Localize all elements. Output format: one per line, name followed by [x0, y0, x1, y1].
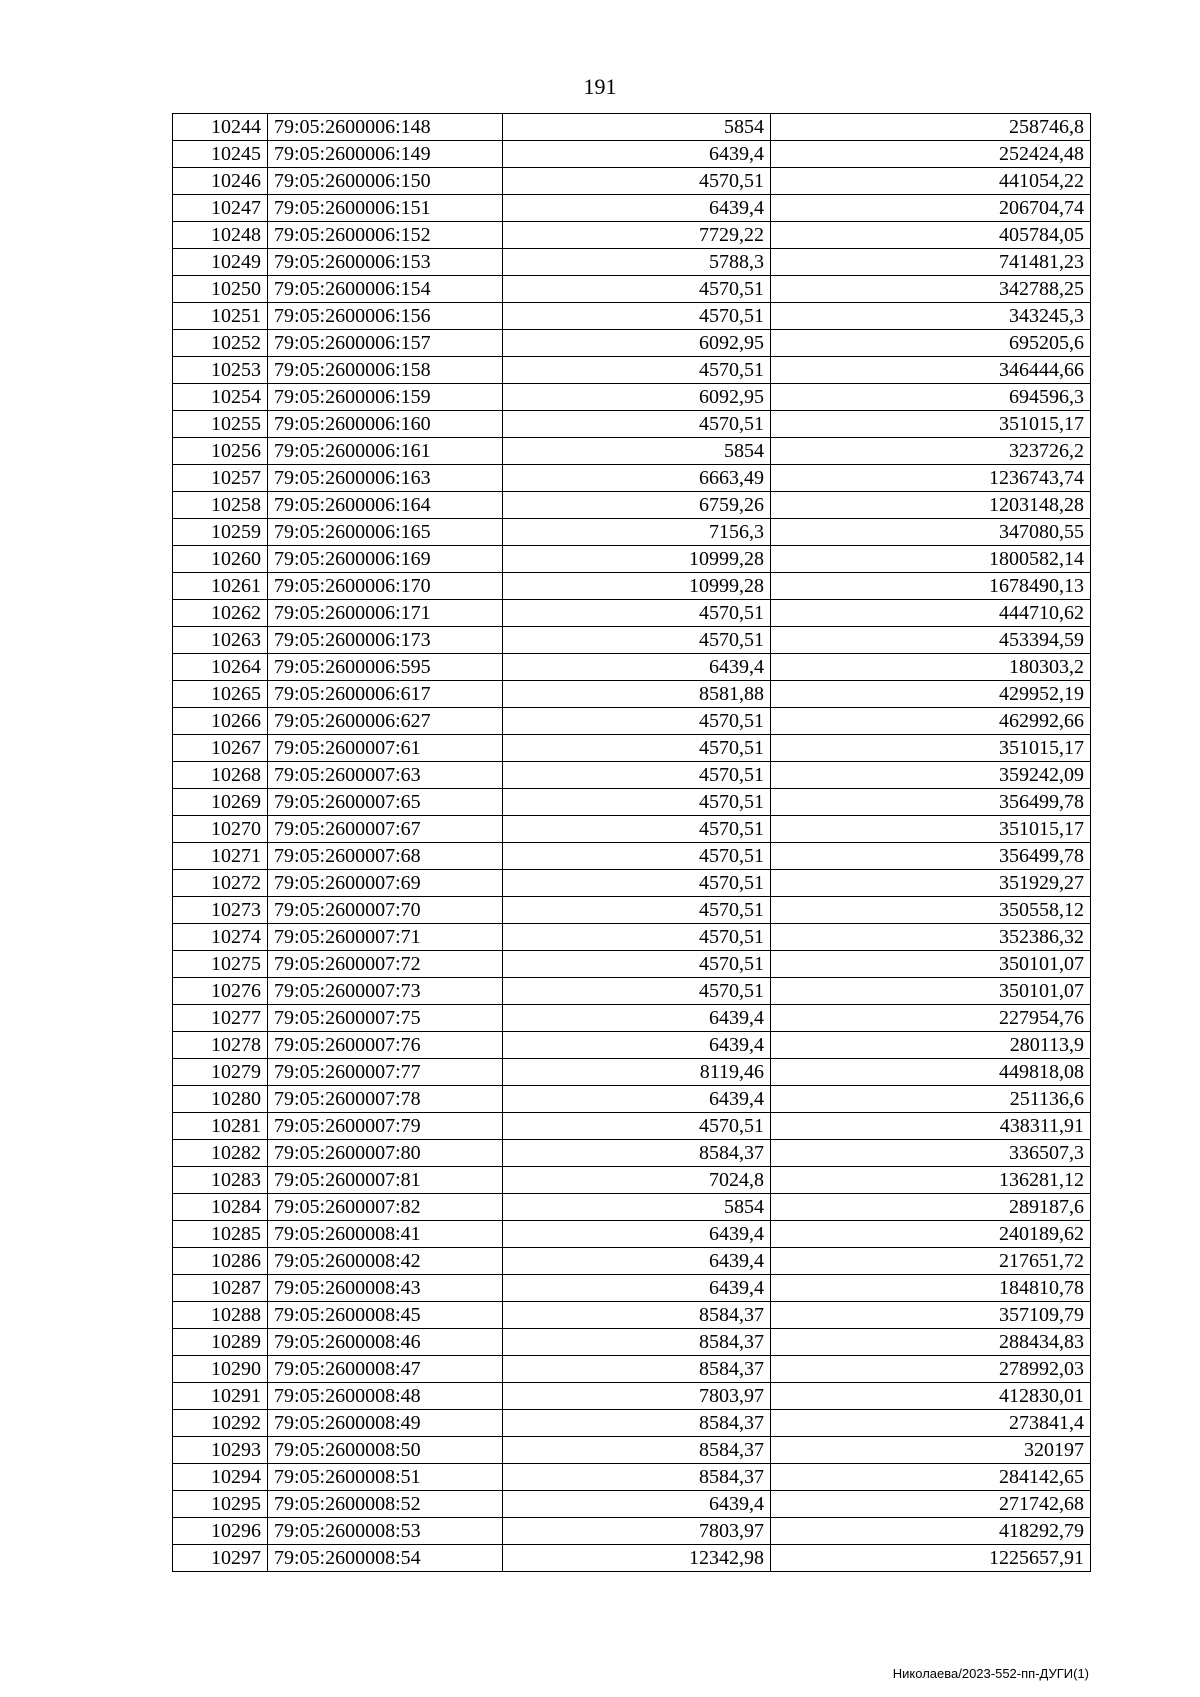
cadastral-value-cell: 695205,6: [771, 330, 1091, 357]
cadastral-number-cell: 79:05:2600007:69: [268, 870, 503, 897]
cadastral-value-cell: 342788,25: [771, 276, 1091, 303]
area-cell: 7024,8: [503, 1167, 771, 1194]
row-number-cell: 10248: [173, 222, 268, 249]
cadastral-number-cell: 79:05:2600006:165: [268, 519, 503, 546]
table-body: [173, 114, 1091, 1572]
row-number-cell: 10273: [173, 897, 268, 924]
area-cell: 7803,97: [503, 1383, 771, 1410]
cadastral-value-cell: 694596,3: [771, 384, 1091, 411]
cadastral-value-table: [172, 113, 1091, 1572]
cadastral-number-cell: 79:05:2600007:73: [268, 978, 503, 1005]
table-row: [173, 1518, 1091, 1545]
cadastral-value-cell: 271742,68: [771, 1491, 1091, 1518]
area-cell: 4570,51: [503, 789, 771, 816]
row-number-cell: 10288: [173, 1302, 268, 1329]
row-number-cell: 10287: [173, 1275, 268, 1302]
area-cell: 6439,4: [503, 1086, 771, 1113]
area-cell: 5854: [503, 438, 771, 465]
row-number-cell: 10295: [173, 1491, 268, 1518]
area-cell: 10999,28: [503, 546, 771, 573]
cadastral-value-cell: 184810,78: [771, 1275, 1091, 1302]
table-row: [173, 195, 1091, 222]
area-cell: 6439,4: [503, 654, 771, 681]
area-cell: 8584,37: [503, 1464, 771, 1491]
row-number-cell: 10272: [173, 870, 268, 897]
table-row: [173, 870, 1091, 897]
row-number-cell: 10268: [173, 762, 268, 789]
cadastral-value-cell: 323726,2: [771, 438, 1091, 465]
cadastral-value-cell: 449818,08: [771, 1059, 1091, 1086]
cadastral-value-cell: 438311,91: [771, 1113, 1091, 1140]
table-row: [173, 1383, 1091, 1410]
area-cell: 4570,51: [503, 600, 771, 627]
cadastral-number-cell: 79:05:2600008:41: [268, 1221, 503, 1248]
cadastral-value-cell: 284142,65: [771, 1464, 1091, 1491]
area-cell: 4570,51: [503, 978, 771, 1005]
cadastral-value-cell: 357109,79: [771, 1302, 1091, 1329]
table-row: [173, 276, 1091, 303]
area-cell: 4570,51: [503, 303, 771, 330]
row-number-cell: 10249: [173, 249, 268, 276]
table-row: [173, 303, 1091, 330]
area-cell: 4570,51: [503, 951, 771, 978]
cadastral-number-cell: 79:05:2600007:70: [268, 897, 503, 924]
row-number-cell: 10277: [173, 1005, 268, 1032]
cadastral-number-cell: 79:05:2600006:163: [268, 465, 503, 492]
cadastral-value-cell: 1800582,14: [771, 546, 1091, 573]
cadastral-number-cell: 79:05:2600006:158: [268, 357, 503, 384]
cadastral-value-cell: 136281,12: [771, 1167, 1091, 1194]
cadastral-number-cell: 79:05:2600007:72: [268, 951, 503, 978]
cadastral-number-cell: 79:05:2600008:49: [268, 1410, 503, 1437]
row-number-cell: 10252: [173, 330, 268, 357]
row-number-cell: 10296: [173, 1518, 268, 1545]
table-row: [173, 951, 1091, 978]
row-number-cell: 10262: [173, 600, 268, 627]
cadastral-number-cell: 79:05:2600008:43: [268, 1275, 503, 1302]
row-number-cell: 10257: [173, 465, 268, 492]
row-number-cell: 10286: [173, 1248, 268, 1275]
row-number-cell: 10293: [173, 1437, 268, 1464]
cadastral-number-cell: 79:05:2600006:160: [268, 411, 503, 438]
cadastral-value-cell: 227954,76: [771, 1005, 1091, 1032]
cadastral-value-cell: 343245,3: [771, 303, 1091, 330]
row-number-cell: 10267: [173, 735, 268, 762]
cadastral-value-cell: 1225657,91: [771, 1545, 1091, 1572]
row-number-cell: 10276: [173, 978, 268, 1005]
cadastral-value-cell: 418292,79: [771, 1518, 1091, 1545]
cadastral-value-cell: 429952,19: [771, 681, 1091, 708]
row-number-cell: 10259: [173, 519, 268, 546]
row-number-cell: 10247: [173, 195, 268, 222]
area-cell: 4570,51: [503, 870, 771, 897]
row-number-cell: 10274: [173, 924, 268, 951]
row-number-cell: 10275: [173, 951, 268, 978]
table-row: [173, 1113, 1091, 1140]
table-row: [173, 1032, 1091, 1059]
cadastral-value-cell: 258746,8: [771, 114, 1091, 141]
area-cell: 4570,51: [503, 843, 771, 870]
area-cell: 4570,51: [503, 168, 771, 195]
cadastral-number-cell: 79:05:2600006:595: [268, 654, 503, 681]
table-row: [173, 1491, 1091, 1518]
cadastral-value-cell: 351015,17: [771, 816, 1091, 843]
cadastral-number-cell: 79:05:2600006:153: [268, 249, 503, 276]
table-row: [173, 708, 1091, 735]
table-row: [173, 1194, 1091, 1221]
area-cell: 4570,51: [503, 276, 771, 303]
table-row: [173, 627, 1091, 654]
cadastral-number-cell: 79:05:2600008:50: [268, 1437, 503, 1464]
table-row: [173, 1329, 1091, 1356]
row-number-cell: 10290: [173, 1356, 268, 1383]
row-number-cell: 10292: [173, 1410, 268, 1437]
table-row: [173, 1059, 1091, 1086]
cadastral-number-cell: 79:05:2600007:80: [268, 1140, 503, 1167]
table-row: [173, 168, 1091, 195]
area-cell: 8584,37: [503, 1356, 771, 1383]
area-cell: 8584,37: [503, 1302, 771, 1329]
footer-document-code: Николаева/2023-552-пп-ДУГИ(1): [892, 1666, 1089, 1681]
table-row: [173, 141, 1091, 168]
row-number-cell: 10250: [173, 276, 268, 303]
cadastral-number-cell: 79:05:2600008:46: [268, 1329, 503, 1356]
page-number: 191: [583, 74, 617, 99]
area-cell: 4570,51: [503, 411, 771, 438]
table-row: [173, 978, 1091, 1005]
cadastral-number-cell: 79:05:2600006:171: [268, 600, 503, 627]
cadastral-value-cell: 280113,9: [771, 1032, 1091, 1059]
cadastral-number-cell: 79:05:2600006:164: [268, 492, 503, 519]
cadastral-number-cell: 79:05:2600006:169: [268, 546, 503, 573]
table-row: [173, 654, 1091, 681]
cadastral-value-cell: 240189,62: [771, 1221, 1091, 1248]
table-row: [173, 411, 1091, 438]
area-cell: 5854: [503, 114, 771, 141]
cadastral-value-cell: 1236743,74: [771, 465, 1091, 492]
table-row: [173, 1167, 1091, 1194]
area-cell: 4570,51: [503, 897, 771, 924]
row-number-cell: 10256: [173, 438, 268, 465]
cadastral-value-cell: 350558,12: [771, 897, 1091, 924]
cadastral-value-cell: 405784,05: [771, 222, 1091, 249]
table-row: [173, 1275, 1091, 1302]
area-cell: 5788,3: [503, 249, 771, 276]
area-cell: 4570,51: [503, 357, 771, 384]
area-cell: 6439,4: [503, 1248, 771, 1275]
table-row: [173, 735, 1091, 762]
row-number-cell: 10278: [173, 1032, 268, 1059]
row-number-cell: 10254: [173, 384, 268, 411]
area-cell: 4570,51: [503, 1113, 771, 1140]
area-cell: 6092,95: [503, 330, 771, 357]
area-cell: 6439,4: [503, 1221, 771, 1248]
cadastral-value-cell: 180303,2: [771, 654, 1091, 681]
row-number-cell: 10283: [173, 1167, 268, 1194]
row-number-cell: 10263: [173, 627, 268, 654]
row-number-cell: 10261: [173, 573, 268, 600]
cadastral-value-cell: 351015,17: [771, 411, 1091, 438]
cadastral-number-cell: 79:05:2600008:52: [268, 1491, 503, 1518]
table-row: [173, 1356, 1091, 1383]
table-row: [173, 1140, 1091, 1167]
cadastral-value-cell: 444710,62: [771, 600, 1091, 627]
cadastral-value-cell: 356499,78: [771, 843, 1091, 870]
row-number-cell: 10282: [173, 1140, 268, 1167]
cadastral-number-cell: 79:05:2600006:170: [268, 573, 503, 600]
cadastral-number-cell: 79:05:2600007:68: [268, 843, 503, 870]
table-row: [173, 762, 1091, 789]
row-number-cell: 10244: [173, 114, 268, 141]
cadastral-value-cell: 206704,74: [771, 195, 1091, 222]
table-row: [173, 114, 1091, 141]
cadastral-number-cell: 79:05:2600006:159: [268, 384, 503, 411]
area-cell: 7729,22: [503, 222, 771, 249]
cadastral-number-cell: 79:05:2600006:173: [268, 627, 503, 654]
cadastral-number-cell: 79:05:2600007:81: [268, 1167, 503, 1194]
row-number-cell: 10270: [173, 816, 268, 843]
cadastral-number-cell: 79:05:2600008:42: [268, 1248, 503, 1275]
cadastral-value-cell: 273841,4: [771, 1410, 1091, 1437]
table-row: [173, 546, 1091, 573]
cadastral-number-cell: 79:05:2600007:71: [268, 924, 503, 951]
table-row: [173, 843, 1091, 870]
table-row: [173, 465, 1091, 492]
cadastral-value-cell: 359242,09: [771, 762, 1091, 789]
cadastral-number-cell: 79:05:2600006:157: [268, 330, 503, 357]
cadastral-value-cell: 453394,59: [771, 627, 1091, 654]
table-row: [173, 681, 1091, 708]
row-number-cell: 10271: [173, 843, 268, 870]
area-cell: 6439,4: [503, 1491, 771, 1518]
table-row: [173, 1437, 1091, 1464]
area-cell: 8584,37: [503, 1410, 771, 1437]
table-row: [173, 492, 1091, 519]
cadastral-value-cell: 352386,32: [771, 924, 1091, 951]
cadastral-number-cell: 79:05:2600006:161: [268, 438, 503, 465]
table-row: [173, 1221, 1091, 1248]
area-cell: 6439,4: [503, 1032, 771, 1059]
cadastral-value-cell: 441054,22: [771, 168, 1091, 195]
table-row: [173, 789, 1091, 816]
table-row: [173, 222, 1091, 249]
cadastral-number-cell: 79:05:2600007:82: [268, 1194, 503, 1221]
cadastral-value-cell: 288434,83: [771, 1329, 1091, 1356]
cadastral-number-cell: 79:05:2600006:154: [268, 276, 503, 303]
cadastral-number-cell: 79:05:2600007:75: [268, 1005, 503, 1032]
cadastral-number-cell: 79:05:2600007:78: [268, 1086, 503, 1113]
cadastral-number-cell: 79:05:2600007:76: [268, 1032, 503, 1059]
area-cell: 6439,4: [503, 195, 771, 222]
cadastral-value-cell: 252424,48: [771, 141, 1091, 168]
area-cell: 4570,51: [503, 816, 771, 843]
row-number-cell: 10269: [173, 789, 268, 816]
cadastral-value-cell: 347080,55: [771, 519, 1091, 546]
table-row: [173, 1248, 1091, 1275]
area-cell: 12342,98: [503, 1545, 771, 1572]
cadastral-value-cell: 350101,07: [771, 951, 1091, 978]
row-number-cell: 10284: [173, 1194, 268, 1221]
table-row: [173, 573, 1091, 600]
area-cell: 6439,4: [503, 1005, 771, 1032]
cadastral-value-cell: 1678490,13: [771, 573, 1091, 600]
table-row: [173, 924, 1091, 951]
cadastral-number-cell: 79:05:2600007:65: [268, 789, 503, 816]
row-number-cell: 10264: [173, 654, 268, 681]
row-number-cell: 10280: [173, 1086, 268, 1113]
area-cell: 4570,51: [503, 924, 771, 951]
table-row: [173, 1005, 1091, 1032]
area-cell: 4570,51: [503, 627, 771, 654]
cadastral-number-cell: 79:05:2600006:149: [268, 141, 503, 168]
row-number-cell: 10285: [173, 1221, 268, 1248]
area-cell: 4570,51: [503, 735, 771, 762]
area-cell: 6439,4: [503, 1275, 771, 1302]
table-row: [173, 357, 1091, 384]
area-cell: 7156,3: [503, 519, 771, 546]
table-row: [173, 438, 1091, 465]
cadastral-value-cell: 251136,6: [771, 1086, 1091, 1113]
cadastral-value-cell: 320197: [771, 1437, 1091, 1464]
cadastral-value-cell: 351929,27: [771, 870, 1091, 897]
area-cell: 4570,51: [503, 762, 771, 789]
area-cell: 8584,37: [503, 1140, 771, 1167]
cadastral-value-cell: 462992,66: [771, 708, 1091, 735]
cadastral-value-cell: 741481,23: [771, 249, 1091, 276]
row-number-cell: 10281: [173, 1113, 268, 1140]
area-cell: 6663,49: [503, 465, 771, 492]
row-number-cell: 10246: [173, 168, 268, 195]
area-cell: 6092,95: [503, 384, 771, 411]
cadastral-value-cell: 356499,78: [771, 789, 1091, 816]
table-row: [173, 1086, 1091, 1113]
area-cell: 7803,97: [503, 1518, 771, 1545]
cadastral-number-cell: 79:05:2600007:61: [268, 735, 503, 762]
row-number-cell: 10245: [173, 141, 268, 168]
cadastral-number-cell: 79:05:2600008:54: [268, 1545, 503, 1572]
cadastral-value-cell: 278992,03: [771, 1356, 1091, 1383]
cadastral-number-cell: 79:05:2600007:79: [268, 1113, 503, 1140]
cadastral-value-cell: 217651,72: [771, 1248, 1091, 1275]
cadastral-value-cell: 350101,07: [771, 978, 1091, 1005]
cadastral-number-cell: 79:05:2600007:77: [268, 1059, 503, 1086]
table-row: [173, 1410, 1091, 1437]
row-number-cell: 10255: [173, 411, 268, 438]
cadastral-number-cell: 79:05:2600008:53: [268, 1518, 503, 1545]
cadastral-number-cell: 79:05:2600008:45: [268, 1302, 503, 1329]
table-row: [173, 1545, 1091, 1572]
area-cell: 4570,51: [503, 708, 771, 735]
cadastral-value-cell: 351015,17: [771, 735, 1091, 762]
row-number-cell: 10253: [173, 357, 268, 384]
row-number-cell: 10260: [173, 546, 268, 573]
cadastral-number-cell: 79:05:2600007:63: [268, 762, 503, 789]
cadastral-value-cell: 412830,01: [771, 1383, 1091, 1410]
table-row: [173, 816, 1091, 843]
cadastral-value-cell: 346444,66: [771, 357, 1091, 384]
cadastral-number-cell: 79:05:2600008:47: [268, 1356, 503, 1383]
table-row: [173, 330, 1091, 357]
cadastral-number-cell: 79:05:2600008:51: [268, 1464, 503, 1491]
table-row: [173, 897, 1091, 924]
area-cell: 10999,28: [503, 573, 771, 600]
row-number-cell: 10297: [173, 1545, 268, 1572]
area-cell: 6759,26: [503, 492, 771, 519]
row-number-cell: 10266: [173, 708, 268, 735]
cadastral-number-cell: 79:05:2600006:152: [268, 222, 503, 249]
cadastral-value-cell: 336507,3: [771, 1140, 1091, 1167]
area-cell: 6439,4: [503, 141, 771, 168]
table-row: [173, 249, 1091, 276]
table-row: [173, 519, 1091, 546]
area-cell: 8581,88: [503, 681, 771, 708]
row-number-cell: 10294: [173, 1464, 268, 1491]
row-number-cell: 10291: [173, 1383, 268, 1410]
area-cell: 5854: [503, 1194, 771, 1221]
cadastral-number-cell: 79:05:2600008:48: [268, 1383, 503, 1410]
row-number-cell: 10265: [173, 681, 268, 708]
row-number-cell: 10258: [173, 492, 268, 519]
cadastral-number-cell: 79:05:2600006:156: [268, 303, 503, 330]
row-number-cell: 10279: [173, 1059, 268, 1086]
cadastral-number-cell: 79:05:2600007:67: [268, 816, 503, 843]
cadastral-number-cell: 79:05:2600006:148: [268, 114, 503, 141]
cadastral-number-cell: 79:05:2600006:617: [268, 681, 503, 708]
table-row: [173, 384, 1091, 411]
row-number-cell: 10289: [173, 1329, 268, 1356]
cadastral-value-cell: 289187,6: [771, 1194, 1091, 1221]
cadastral-number-cell: 79:05:2600006:150: [268, 168, 503, 195]
cadastral-value-cell: 1203148,28: [771, 492, 1091, 519]
area-cell: 8584,37: [503, 1437, 771, 1464]
cadastral-number-cell: 79:05:2600006:627: [268, 708, 503, 735]
table-row: [173, 600, 1091, 627]
row-number-cell: 10251: [173, 303, 268, 330]
cadastral-number-cell: 79:05:2600006:151: [268, 195, 503, 222]
table-row: [173, 1464, 1091, 1491]
area-cell: 8119,46: [503, 1059, 771, 1086]
area-cell: 8584,37: [503, 1329, 771, 1356]
table-row: [173, 1302, 1091, 1329]
